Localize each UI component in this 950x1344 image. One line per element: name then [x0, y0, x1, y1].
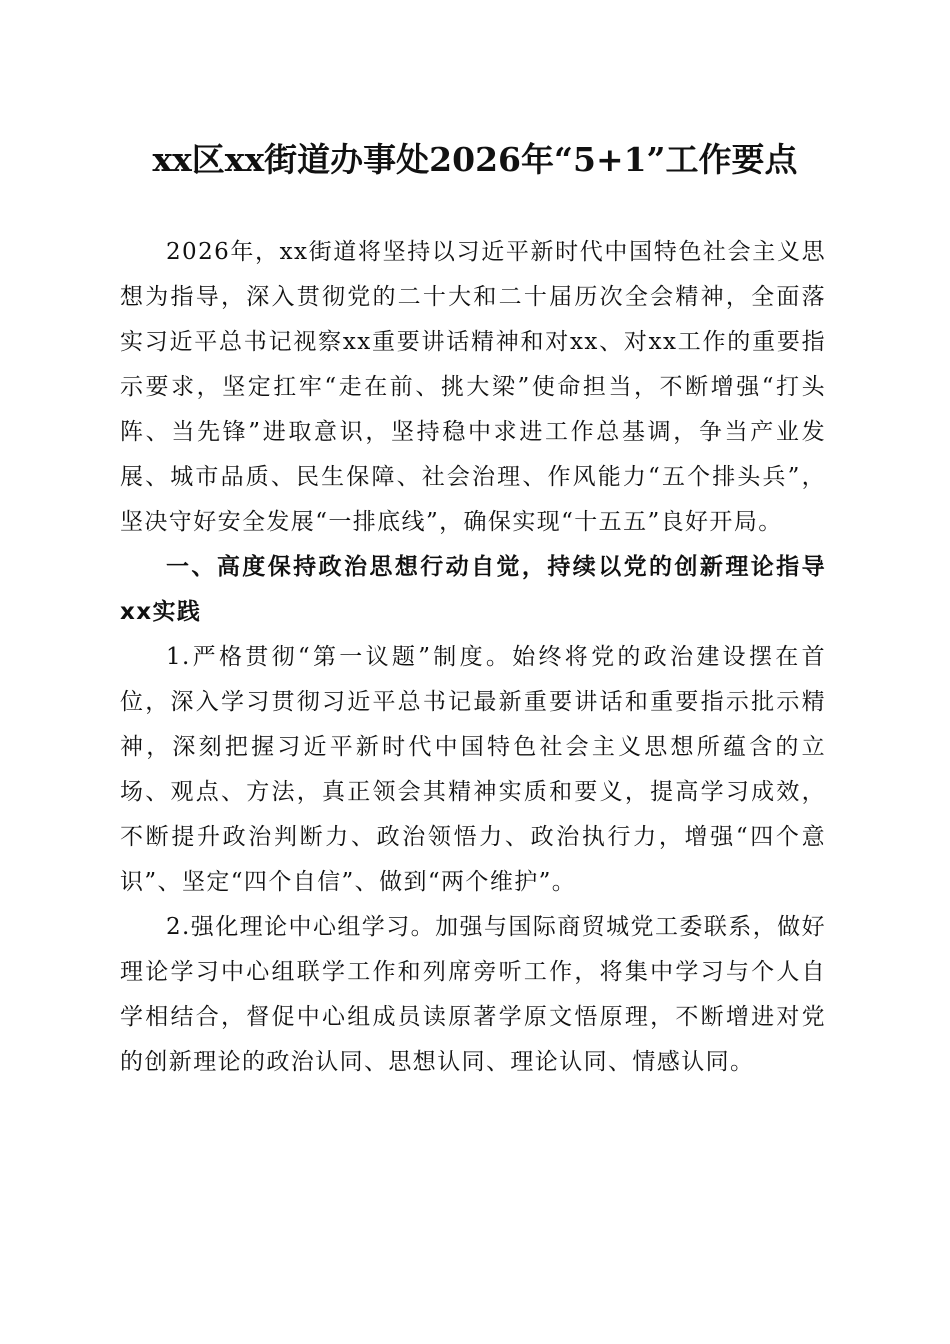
- document-title: xx区xx街道办事处2026年“5+1”工作要点: [152, 140, 798, 179]
- section-heading: 一、高度保持政治思想行动自觉，持续以党的创新理论指导xx实践: [120, 554, 826, 625]
- section-item-2: 2.强化理论中心组学习。加强与国际商贸城党工委联系，做好理论学习中心组联学工作和列席旁听工作，将集中学习与个人自学相结合，督促中心组成员读原著学原文悟原理，不断增进对党的创新理论的政治认同、思想认同、理论认同、情感认同。: [120, 914, 826, 1075]
- intro-paragraph: 2026年，xx街道将坚持以习近平新时代中国特色社会主义思想为指导，深入贯彻党的二十大和二十届历次全会精神，全面落实习近平总书记视察xx重要讲话精神和对xx、对xx工作的重要指示要求，坚定扛牢“走在前、挑大梁”使命担当，不断增强“打头阵、当先锋”进取意识，坚持稳中求进工作总基调，争当产业发展、城市品质、民生保障、社会治理、作风能力“五个排头兵”，坚决守好安全发展“一排底线”，确保实现“十五五”良好开局。: [120, 239, 826, 535]
- section-item-1: 1.严格贯彻“第一议题”制度。始终将党的政治建设摆在首位，深入学习贯彻习近平总书记最新重要讲话和重要指示批示精神，深刻把握习近平新时代中国特色社会主义思想所蕴含的立场、观点、方法，真正领会其精神实质和要义，提高学习成效，不断提升政治判断力、政治领悟力、政治执行力，增强“四个意识”、坚定“四个自信”、做到“两个维护”。: [120, 644, 826, 895]
- document-body: [120, 230, 826, 1085]
